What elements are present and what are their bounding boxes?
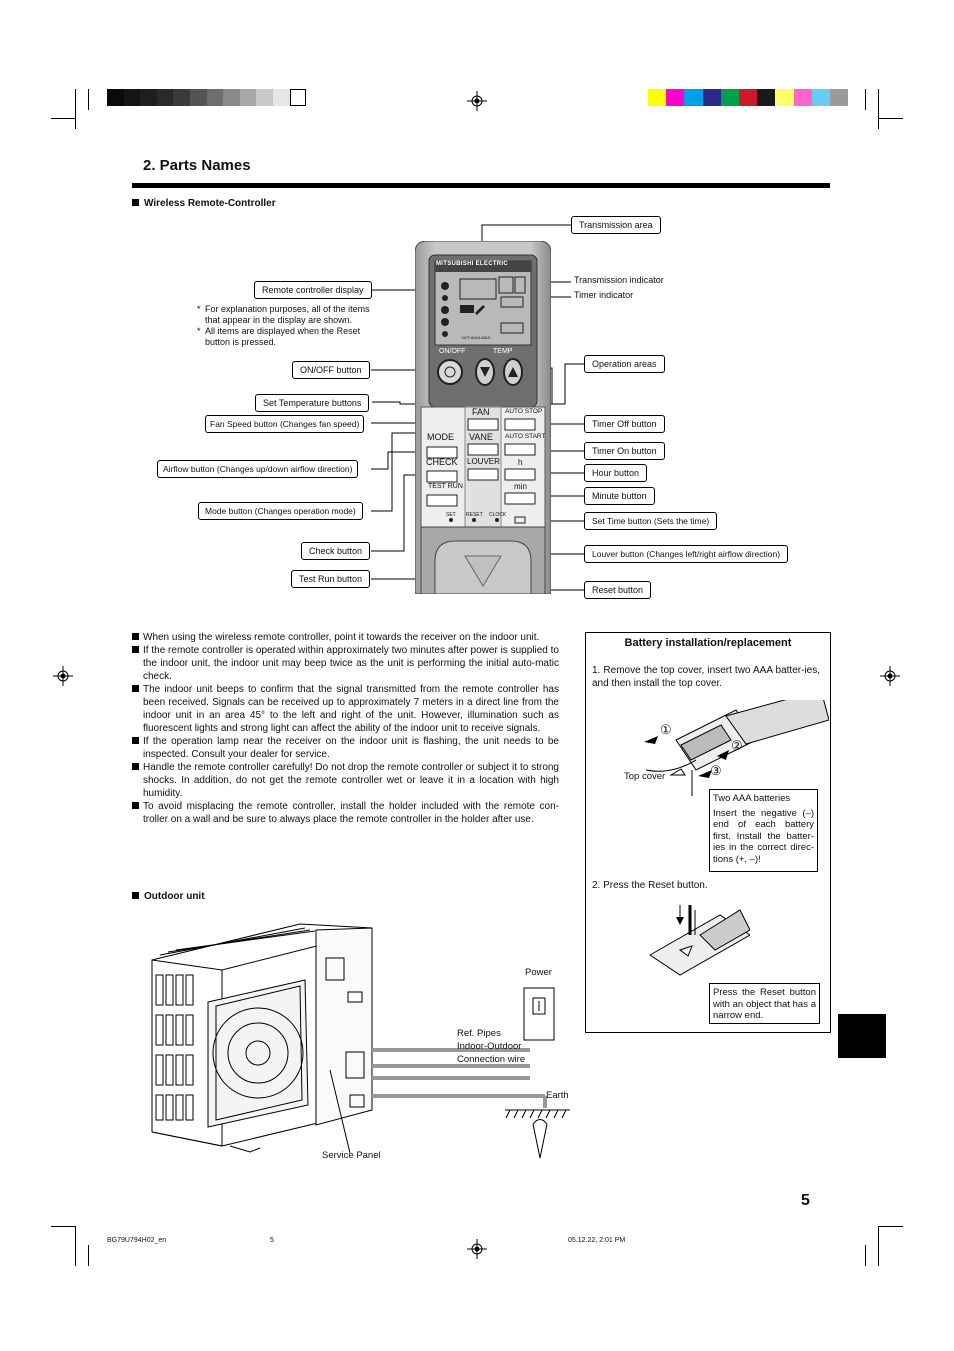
- display-note-1: * For explanation purposes, all of the items that appear in the display are shown.: [197, 304, 370, 325]
- vane-panel-label: VANE: [469, 432, 493, 442]
- usage-note: Handle the remote controller carefully! Do not drop the remote controller or subject it to strong shocks. In addition, do not get the remote controller wet or leave it in a location with high humidity.: [132, 761, 559, 800]
- page-number: 5: [801, 1192, 810, 1209]
- battery-note-box: [709, 789, 818, 872]
- outdoor-heading: Outdoor unit: [132, 891, 205, 902]
- power-label: Power: [525, 967, 552, 978]
- battery-note-title: Two AAA batteries: [713, 793, 791, 804]
- onoff-panel-label: ON/OFF: [439, 348, 466, 355]
- display-note-2: * All items are displayed when the Reset button is pressed.: [197, 326, 361, 347]
- label-onoff-button: ON/OFF button: [292, 361, 370, 379]
- step-marker-1: ①: [660, 722, 672, 737]
- battery-step-1: 1. Remove the top cover, insert two AAA batter-ies, and then install the top cover.: [592, 665, 820, 689]
- usage-notes: [132, 631, 559, 826]
- label-minute-button: Minute button: [584, 487, 655, 505]
- label-reset-button: Reset button: [584, 581, 651, 599]
- label-set-temp-buttons: Set Temperature buttons: [255, 394, 369, 412]
- battery-step-2: 2. Press the Reset button.: [592, 880, 708, 891]
- label-mode-button: Mode button (Changes operation mode): [198, 502, 363, 520]
- label-transmission-area: Transmission area: [571, 216, 661, 234]
- battery-title: Battery installation/replacement: [624, 637, 792, 649]
- step-marker-3: ③: [710, 763, 722, 778]
- label-transmission-indicator: Transmission indicator: [574, 275, 664, 285]
- temp-panel-label: TEMP: [493, 348, 513, 355]
- h-panel-label: h: [518, 458, 523, 467]
- reset-note-box: Press the Reset button with an object that has a narrow end.: [709, 983, 820, 1024]
- label-hour-button: Hour button: [584, 464, 647, 482]
- autostart-panel-label: AUTO START: [505, 433, 546, 440]
- display-not-available: NOT AVAILABLE: [462, 336, 491, 340]
- usage-note: When using the wireless remote controller, point it towards the receiver on the indoor unit.: [132, 631, 559, 644]
- label-airflow-button: Airflow button (Changes up/down airflow direction): [157, 460, 358, 478]
- earth-label: Earth: [546, 1090, 569, 1101]
- reset-panel-label: RESET: [466, 512, 483, 518]
- usage-note: The indoor unit beeps to confirm that the signal transmitted from the remote controller has been received. Signals can be received up to approximately 7 meters in a direct line from the indoor unit in an area 45° to the left and right of the unit. However, illumination such as fluorescent lights and strong light can affect the ability of the indoor unit to receive signals.: [132, 683, 559, 735]
- clock-panel-label: CLOCK: [489, 512, 507, 518]
- service-panel-label: Service Panel: [322, 1150, 381, 1161]
- section-title: 2. Parts Names: [143, 157, 251, 174]
- footer-page: 5: [270, 1237, 274, 1244]
- footer-date: 05.12.22, 2:01 PM: [568, 1237, 626, 1244]
- label-timer-on-button: Timer On button: [584, 442, 665, 460]
- battery-illustration: [586, 700, 829, 800]
- footer-doc-code: BG79U794H02_en: [107, 1237, 167, 1244]
- label-timer-indicator: Timer indicator: [574, 290, 634, 300]
- label-timer-off-button: Timer Off button: [584, 415, 665, 433]
- section-tab: [838, 1014, 886, 1058]
- pipes-label: Ref. Pipes Indoor-Outdoor Connection wire: [457, 1028, 526, 1065]
- fan-panel-label: FAN: [472, 407, 490, 417]
- top-cover-label: Top cover: [624, 771, 666, 782]
- remote-heading: Wireless Remote-Controller: [132, 198, 276, 209]
- label-test-run-button: Test Run button: [291, 570, 370, 588]
- label-louver-button: Louver button (Changes left/right airflow direction): [584, 545, 788, 563]
- brand-logo: MITSUBISHI ELECTRIC: [436, 261, 509, 267]
- min-panel-label: min: [514, 482, 527, 491]
- mode-panel-label: MODE: [427, 432, 454, 442]
- usage-note: To avoid misplacing the remote controller, install the holder included with the remote con-troller on a wall and be sure to always place the remote controller in the holder after use.: [132, 800, 559, 826]
- testrun-panel-label: TEST RUN: [428, 483, 463, 490]
- autostop-panel-label: AUTO STOP: [505, 408, 543, 415]
- usage-note: If the operation lamp near the receiver on the indoor unit is flashing, the unit needs to be inspected. Consult your dealer for service.: [132, 735, 559, 761]
- reset-press-illustration: [640, 905, 750, 985]
- label-set-time-button: Set Time button (Sets the time): [584, 512, 717, 530]
- usage-note: If the remote controller is operated within approximately two minutes after power is supplied to the indoor unit, the indoor unit may beep twice as the unit is performing the initial auto-matic check.: [132, 644, 559, 683]
- set-panel-label: SET: [446, 512, 456, 518]
- label-operation-areas: Operation areas: [584, 355, 665, 373]
- label-check-button: Check button: [301, 542, 370, 560]
- remote-controller-illustration: [415, 241, 551, 594]
- battery-note-body: Insert the negative (–) end of each battery first. Install the batter-ies in the correct direc-tions (+, –)!: [713, 807, 814, 865]
- step-marker-2: ②: [731, 738, 743, 753]
- label-fan-speed-button: Fan Speed button (Changes fan speed): [205, 415, 364, 433]
- label-remote-display: Remote controller display: [254, 281, 372, 299]
- louver-panel-label: LOUVER: [467, 457, 500, 466]
- check-panel-label: CHECK: [426, 457, 458, 467]
